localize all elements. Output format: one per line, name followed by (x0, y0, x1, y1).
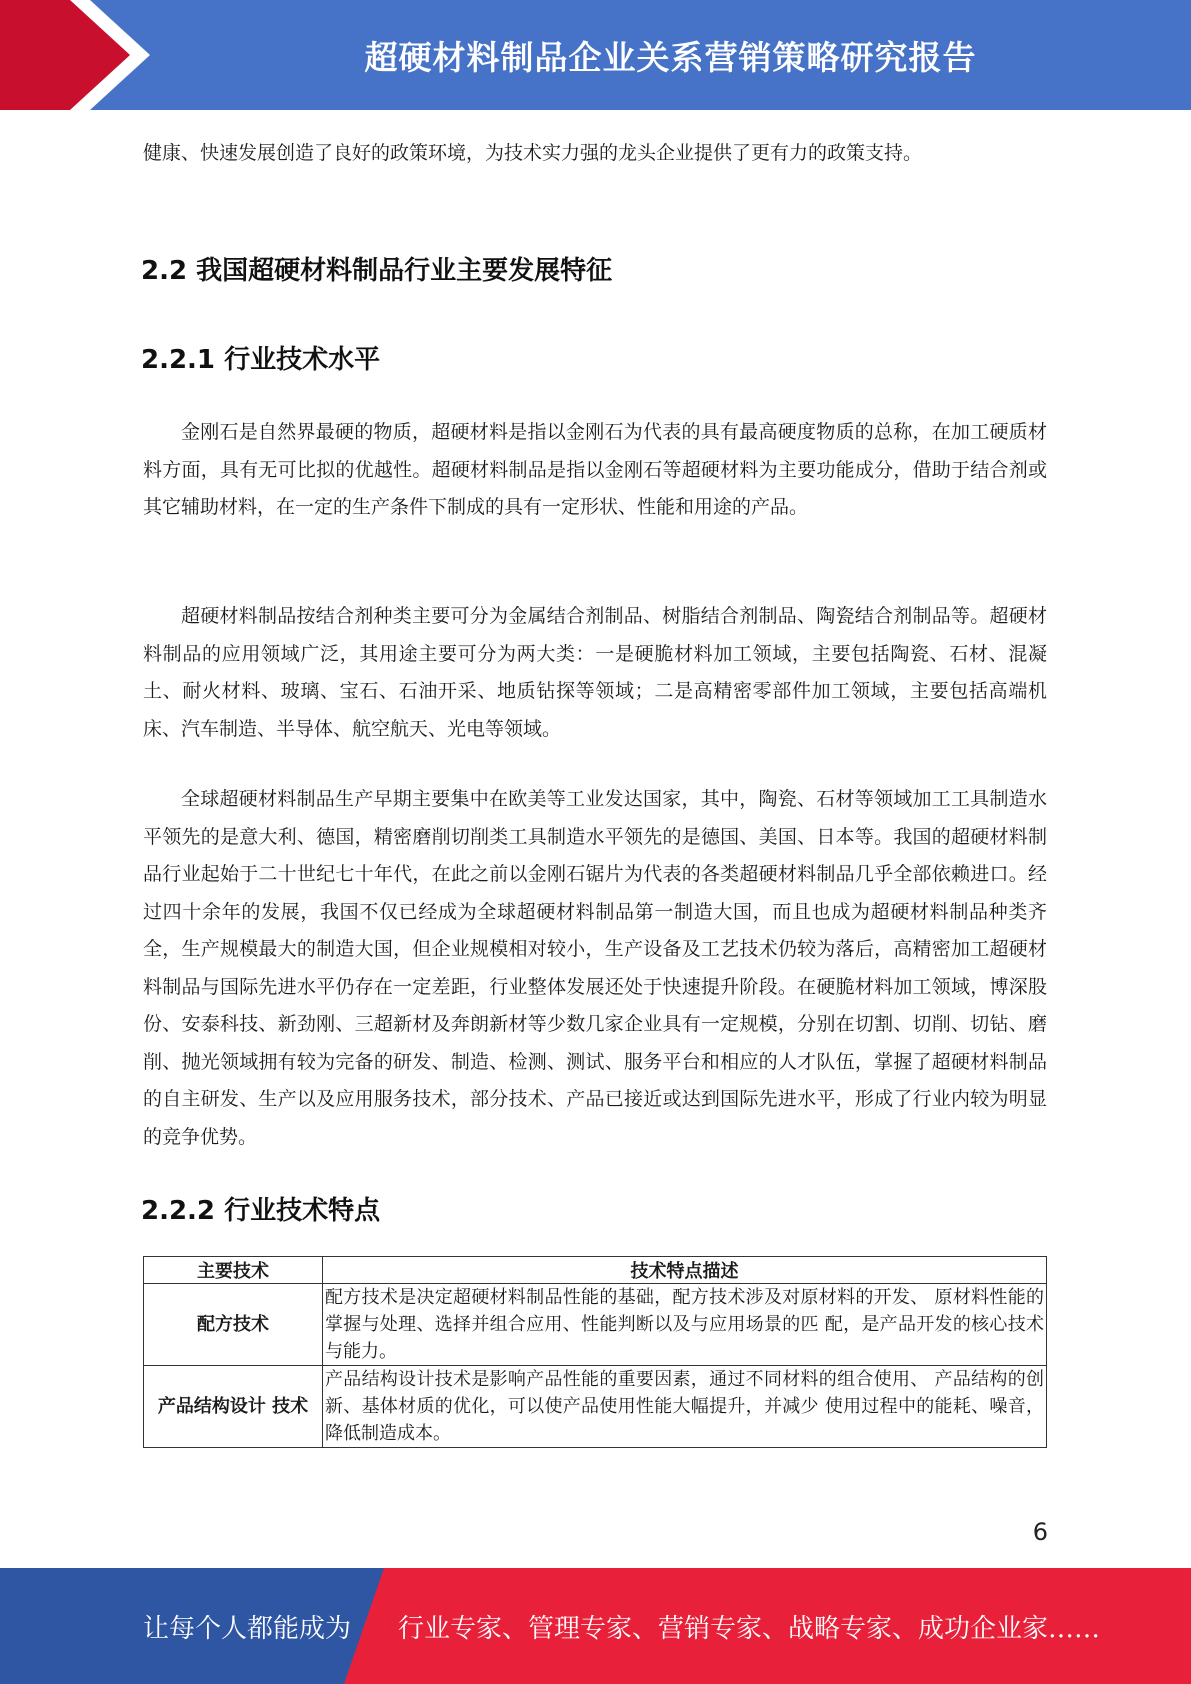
section-heading-2-2-2: 2.2.2 行业技术特点 (141, 1196, 381, 1226)
footer-slogan-right: 行业专家、管理专家、营销专家、战略专家、成功企业家…… (398, 1613, 1101, 1644)
page-number: 6 (1032, 1518, 1048, 1546)
page-header (0, 0, 1191, 110)
table-row (144, 1284, 1047, 1366)
table-page-break (140, 1451, 1052, 1463)
tech-features-table (143, 1256, 1047, 1448)
tech-desc-cell: 配方技术是决定超硬材料制品性能的基础，配方技术涉及对原材料的开发、 原材料性能的掌握与处理、选择并组合应用、性能判断以及与应用场景的匹 配，是产品开发的核心技术与能力。 (323, 1284, 1047, 1366)
paragraph-2: 超硬材料制品按结合剂种类主要可分为金属结合剂制品、树脂结合剂制品、陶瓷结合剂制品等。超硬材料制品的应用领域广泛，其用途主要可分为两大类：一是硬脆材料加工领域，主要包括陶瓷、石材、混凝土、耐火材料、玻璃、宝石、石油开采、地质钻探等领域；二是高精密零部件加工领域，主要包括高端机床、汽车制造、半导体、航空航天、光电等领域。 (143, 605, 1047, 740)
intro-paragraph: 健康、快速发展创造了良好的政策环境，为技术实力强的龙头企业提供了更有力的政策支持。 (143, 142, 923, 164)
tech-desc-cell: 产品结构设计技术是影响产品性能的重要因素，通过不同材料的组合使用、 产品结构的创新、基体材质的优化，可以使产品使用性能大幅提升，并减少 使用过程中的能耗、噪音，降低制造成本。 (323, 1366, 1047, 1448)
header-arrow-decoration (0, 0, 150, 110)
paragraph-3: 全球超硬材料制品生产早期主要集中在欧美等工业发达国家，其中，陶瓷、石材等领域加工工具制造水平领先的是意大利、德国，精密磨削切削类工具制造水平领先的是德国、美国、日本等。我国的超硬材料制品行业起始于二十世纪七十年代，在此之前以金刚石锯片为代表的各类超硬材料制品几乎全部依赖进口。经过四十余年的发展，我国不仅已经成为全球超硬材料制品第一制造大国，而且也成为超硬材料制品种类齐全，生产规模最大的制造大国，但企业规模相对较小，生产设备及工艺技术仍较为落后，高精密加工超硬材料制品与国际先进水平仍存在一定差距，行业整体发展还处于快速提升阶段。在硬脆材料加工领域，博深股份、安泰科技、新劲刚、三超新材及奔朗新材等少数几家企业具有一定规模，分别在切割、切削、切钻、磨削、抛光领域拥有较为完备的研发、制造、检测、测试、服务平台和相应的人才队伍，掌握了超硬材料制品的自主研发、生产以及应用服务技术，部分技术、产品已接近或达到国际先进水平，形成了行业内较为明显的竞争优势。 (143, 788, 1047, 1148)
paragraph-1: 金刚石是自然界最硬的物质，超硬材料是指以金刚石为代表的具有最高硬度物质的总称，在加工硬质材料方面，具有无可比拟的优越性。超硬材料制品是指以金刚石等超硬材料为主要功能成分，借助于结合剂或其它辅助材料，在一定的生产条件下制成的具有一定形状、性能和用途的产品。 (143, 421, 1047, 518)
report-title: 超硬材料制品企业关系营销策略研究报告 (364, 37, 977, 77)
tech-name-cell: 配方技术 (144, 1284, 323, 1366)
page-footer (0, 1568, 1191, 1684)
table-row (144, 1366, 1047, 1448)
section-heading-2-2-1: 2.2.1 行业技术水平 (141, 345, 381, 375)
footer-slogan-left: 让每个人都能成为 (143, 1613, 352, 1644)
section-heading-2-2: 2.2 我国超硬材料制品行业主要发展特征 (141, 256, 613, 286)
column-header-description: 技术特点描述 (323, 1257, 1047, 1284)
column-header-main-tech: 主要技术 (144, 1257, 323, 1284)
tech-name-cell: 产品结构设计 技术 (144, 1366, 323, 1448)
table-header-row (144, 1257, 1047, 1284)
